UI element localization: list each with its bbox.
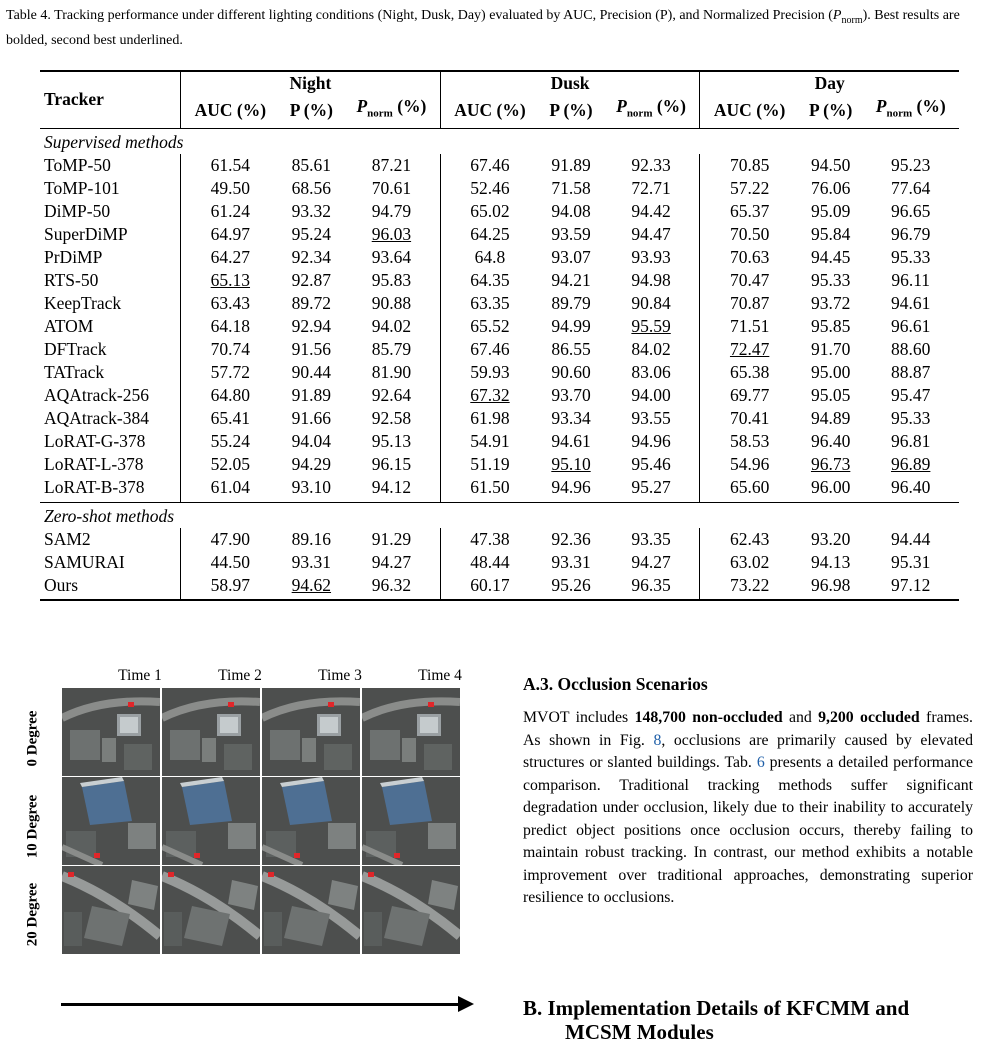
- metric-cell: 94.12: [343, 476, 440, 503]
- metric-cell: 95.33: [891, 407, 931, 428]
- auc-header-1: AUC (%): [440, 95, 539, 128]
- metric-cell: 63.35: [470, 292, 510, 313]
- section-a3-heading: A.3. Occlusion Scenarios: [523, 674, 708, 694]
- metric-cell: 57.22: [729, 177, 770, 198]
- table-row: [40, 551, 959, 574]
- metric-cell: 96.98: [799, 574, 863, 600]
- metric-cell: 89.16: [291, 528, 332, 549]
- metric-cell: 91.66: [291, 407, 332, 428]
- pnorm-header-1: $P_{norm}$ (%): [603, 95, 700, 128]
- metric-cell: 61.54: [210, 154, 251, 175]
- metric-cell: 64.25: [470, 223, 510, 244]
- metric-cell: 95.09: [810, 200, 851, 221]
- table-caption: Table 4. Tracking performance under different lighting conditions (Night, Dusk, Day) evaluated by AUC, Precision (P), and Normalized Precision $(P_{norm})$. Best results are bolded, second best underlined.: [6, 8, 960, 48]
- group-night: Night: [181, 71, 441, 95]
- metric-cell: 96.15: [343, 453, 440, 476]
- time-arrow-head: [458, 996, 474, 1012]
- metric-cell: 70.85: [729, 154, 770, 175]
- p-header-2: P (%): [799, 95, 863, 128]
- section-row: [40, 502, 959, 528]
- tracker-name: LoRAT-L-378: [40, 453, 181, 476]
- metric-cell: 94.27: [343, 551, 440, 574]
- metric-cell: 94.99: [551, 315, 591, 336]
- metric-cell: 92.87: [291, 269, 332, 290]
- tracker-name: SAMURAI: [40, 551, 181, 574]
- tracker-name: ToMP-50: [40, 154, 181, 177]
- metric-cell: 94.98: [603, 269, 700, 292]
- metric-cell: 93.64: [343, 246, 440, 269]
- metric-cell: 68.56: [291, 177, 332, 198]
- section-a3-body: MVOT includes 148,700 non-occluded and 9,200 occluded frames. As shown in Fig. 8, occlusions are primarily caused by elevated structures or slanted buildings. Tab. 6 presents a detailed performance comparison. Traditional tracking methods suffer significant degradation under occlusion, likely due to their inability to accurately predict object positions once occlusion occurs, thereby failing to maintain robust tracking. In contrast, our method exhibits a notable improvement over traditional approaches, demonstrating superior resilience to occlusions.: [523, 709, 973, 906]
- metric-cell: 95.33: [891, 246, 931, 267]
- aerial-frame-tile: [262, 688, 360, 776]
- metric-cell: 67.46: [470, 338, 510, 359]
- metric-cell: 71.51: [729, 315, 770, 336]
- metric-cell: 65.38: [729, 361, 770, 382]
- metric-cell: 94.00: [603, 384, 700, 407]
- metric-cell: 58.97: [181, 574, 280, 600]
- tracker-name: AQAtrack-256: [40, 384, 181, 407]
- metric-cell: 96.89: [891, 453, 931, 474]
- table-row: [40, 177, 959, 200]
- metric-cell: 93.70: [551, 384, 591, 405]
- metric-cell: 93.34: [551, 407, 591, 428]
- tracker-name: LoRAT-B-378: [40, 476, 181, 503]
- metric-cell: 96.61: [891, 315, 931, 336]
- metric-cell: 67.32: [470, 384, 510, 405]
- metric-cell: 52.46: [470, 177, 510, 198]
- metric-cell: 65.60: [700, 476, 799, 503]
- metric-cell: 67.46: [470, 154, 510, 175]
- metric-cell: 94.50: [810, 154, 851, 175]
- metric-cell: 51.19: [470, 453, 510, 474]
- metric-cell: 47.38: [470, 528, 510, 549]
- metric-cell: 94.61: [551, 430, 591, 451]
- metric-cell: 65.37: [729, 200, 770, 221]
- degree-label-20: 20 Degree: [24, 882, 41, 947]
- metric-cell: 61.50: [440, 476, 539, 503]
- metric-cell: 96.81: [891, 430, 931, 451]
- metric-cell: 92.36: [551, 528, 591, 549]
- metric-cell: 70.50: [729, 223, 770, 244]
- aerial-frame-tile: [262, 866, 360, 954]
- metric-cell: 94.62: [280, 574, 344, 600]
- metric-cell: 60.17: [440, 574, 539, 600]
- metric-cell: 95.33: [810, 269, 851, 290]
- metric-cell: 94.02: [343, 315, 440, 338]
- metric-cell: 90.60: [551, 361, 591, 382]
- metric-cell: 90.88: [343, 292, 440, 315]
- auc-header-2: AUC (%): [700, 95, 799, 128]
- metric-cell: 92.33: [603, 154, 700, 177]
- table-row: [40, 154, 959, 177]
- metric-cell: 95.24: [291, 223, 332, 244]
- tracker-name: SAM2: [40, 528, 181, 551]
- metric-cell: 94.96: [539, 476, 603, 503]
- metric-cell: 64.97: [210, 223, 251, 244]
- metric-cell: 91.89: [551, 154, 591, 175]
- metric-cell: 88.87: [891, 361, 931, 382]
- metric-cell: 95.31: [891, 551, 931, 572]
- metric-cell: 86.55: [551, 338, 591, 359]
- metric-cell: 92.34: [291, 246, 332, 267]
- metric-cell: 63.02: [729, 551, 770, 572]
- metric-cell: 70.61: [343, 177, 440, 200]
- metric-cell: 94.21: [551, 269, 591, 290]
- metric-cell: 72.47: [729, 338, 770, 359]
- metric-cell: 63.43: [210, 292, 251, 313]
- table-row: [40, 315, 959, 338]
- table-row: [40, 361, 959, 384]
- metric-cell: 96.40: [862, 476, 959, 503]
- metric-cell: 54.96: [729, 453, 770, 474]
- metric-cell: 76.06: [810, 177, 851, 198]
- metric-cell: 47.90: [210, 528, 251, 549]
- table-row: [40, 200, 959, 223]
- table-row: [40, 246, 959, 269]
- metric-cell: 94.08: [551, 200, 591, 221]
- metric-cell: 94.47: [603, 223, 700, 246]
- table-row: [40, 338, 959, 361]
- tracker-name: ToMP-101: [40, 177, 181, 200]
- metric-cell: 91.70: [810, 338, 851, 359]
- metric-cell: 96.79: [891, 223, 931, 244]
- metric-cell: 93.35: [603, 528, 700, 551]
- metric-cell: 70.41: [729, 407, 770, 428]
- section-title: Zero-shot methods: [40, 502, 959, 528]
- metric-cell: 64.18: [210, 315, 251, 336]
- metric-cell: 55.24: [210, 430, 251, 451]
- metric-cell: 90.84: [603, 292, 700, 315]
- metric-cell: 97.12: [862, 574, 959, 600]
- metric-cell: 95.83: [343, 269, 440, 292]
- metric-cell: 64.8: [474, 246, 506, 267]
- auc-header-0: AUC (%): [181, 95, 280, 128]
- table-ref-link[interactable]: 6: [756, 754, 765, 771]
- metric-cell: 95.23: [891, 154, 931, 175]
- metric-cell: 94.29: [291, 453, 332, 474]
- metric-cell: 96.65: [891, 200, 931, 221]
- tracker-name: SuperDiMP: [40, 223, 181, 246]
- tracker-name: KeepTrack: [40, 292, 181, 315]
- metric-cell: 71.58: [551, 177, 591, 198]
- degree-label-10: 10 Degree: [24, 794, 41, 859]
- metric-cell: 70.47: [729, 269, 770, 290]
- metric-cell: 95.26: [539, 574, 603, 600]
- aerial-frame-tile: [62, 777, 160, 865]
- metric-cell: 93.59: [551, 223, 591, 244]
- section-title: Supervised methods: [40, 128, 959, 154]
- metric-cell: 92.94: [291, 315, 332, 336]
- metric-cell: 95.47: [891, 384, 931, 405]
- metric-cell: 77.64: [891, 177, 931, 198]
- metric-cell: 70.87: [729, 292, 770, 313]
- aerial-frame-tile: [362, 777, 460, 865]
- degree-label-0: 0 Degree: [24, 710, 41, 767]
- metric-cell: 70.63: [729, 246, 770, 267]
- metric-cell: 96.35: [603, 574, 700, 600]
- tracker-name: TATrack: [40, 361, 181, 384]
- time-label-4: Time 4: [418, 667, 462, 684]
- p-header-1: P (%): [539, 95, 603, 128]
- metric-cell: 85.79: [343, 338, 440, 361]
- metric-cell: 95.27: [603, 476, 700, 503]
- metric-cell: 94.79: [343, 200, 440, 223]
- p-header-0: P (%): [280, 95, 344, 128]
- metric-cell: 94.13: [810, 551, 851, 572]
- metric-cell: 84.02: [603, 338, 700, 361]
- metric-cell: 94.61: [891, 292, 931, 313]
- table-row: [40, 453, 959, 476]
- metric-cell: 89.72: [291, 292, 332, 313]
- metric-cell: 90.44: [291, 361, 332, 382]
- tracker-header: Tracker: [40, 71, 181, 128]
- metric-cell: 93.31: [551, 551, 591, 572]
- metric-cell: 49.50: [210, 177, 251, 198]
- table-row: [40, 528, 959, 551]
- metric-cell: 81.90: [343, 361, 440, 384]
- metric-cell: 48.44: [470, 551, 510, 572]
- metric-cell: 59.93: [470, 361, 510, 382]
- metric-cell: 94.42: [603, 200, 700, 223]
- metric-cell: 70.74: [210, 338, 251, 359]
- metric-cell: 65.52: [470, 315, 510, 336]
- metric-cell: 85.61: [291, 154, 332, 175]
- tracker-name: DiMP-50: [40, 200, 181, 223]
- metric-cell: 64.35: [470, 269, 510, 290]
- time-label-3: Time 3: [318, 667, 362, 684]
- aerial-frame-tile: [362, 688, 460, 776]
- metric-cell: 72.71: [603, 177, 700, 200]
- metric-cell: 95.46: [603, 453, 700, 476]
- metric-cell: 57.72: [210, 361, 251, 382]
- metric-cell: 95.59: [603, 315, 700, 338]
- metric-cell: 95.05: [810, 384, 851, 405]
- aerial-frame-tile: [262, 777, 360, 865]
- metric-cell: 93.72: [810, 292, 851, 313]
- metric-cell: 93.55: [603, 407, 700, 430]
- metric-cell: 88.60: [891, 338, 931, 359]
- table-row: [40, 292, 959, 315]
- table-row: [40, 574, 959, 600]
- metric-cell: 52.05: [210, 453, 251, 474]
- metric-cell: 54.91: [470, 430, 510, 451]
- group-dusk: Dusk: [440, 71, 700, 95]
- metric-cell: 94.45: [810, 246, 851, 267]
- metric-cell: 91.56: [291, 338, 332, 359]
- metric-cell: 64.27: [210, 246, 251, 267]
- metric-cell: 95.85: [810, 315, 851, 336]
- metric-cell: 58.53: [729, 430, 770, 451]
- results-table: [40, 70, 959, 601]
- metric-cell: 61.04: [181, 476, 280, 503]
- metric-cell: 94.89: [810, 407, 851, 428]
- tracker-name: RTS-50: [40, 269, 181, 292]
- pnorm-header-2: $P_{norm}$ (%): [862, 95, 959, 128]
- table-row: [40, 407, 959, 430]
- metric-cell: 94.44: [891, 528, 931, 549]
- metric-cell: 92.64: [343, 384, 440, 407]
- metric-cell: 96.11: [891, 269, 931, 290]
- aerial-frame-tile: [162, 777, 260, 865]
- aerial-frame-tile: [162, 866, 260, 954]
- tracker-name: DFTrack: [40, 338, 181, 361]
- section-b-heading: B. Implementation Details of KFCMM and MCSM Modules: [523, 996, 910, 1044]
- group-day: Day: [700, 71, 959, 95]
- metric-cell: 89.79: [551, 292, 591, 313]
- figure-ref-link[interactable]: 8: [653, 731, 662, 749]
- metric-cell: 96.73: [810, 453, 851, 474]
- table-row: [40, 269, 959, 292]
- section-row: [40, 128, 959, 154]
- metric-cell: 92.58: [343, 407, 440, 430]
- table-row: [40, 223, 959, 246]
- metric-cell: 87.21: [343, 154, 440, 177]
- tracker-name: LoRAT-G-378: [40, 430, 181, 453]
- metric-cell: 93.93: [603, 246, 700, 269]
- tracker-name: ATOM: [40, 315, 181, 338]
- metric-cell: 93.32: [291, 200, 332, 221]
- metric-cell: 91.29: [343, 528, 440, 551]
- metric-cell: 93.31: [291, 551, 332, 572]
- metric-cell: 91.89: [291, 384, 332, 405]
- metric-cell: 44.50: [210, 551, 251, 572]
- metric-cell: 96.32: [343, 574, 440, 600]
- time-arrow-line: [61, 1003, 461, 1006]
- metric-cell: 95.00: [810, 361, 851, 382]
- tracker-name: Ours: [40, 574, 181, 600]
- metric-cell: 61.98: [470, 407, 510, 428]
- metric-cell: 64.80: [210, 384, 251, 405]
- metric-cell: 61.24: [210, 200, 251, 221]
- metric-cell: 93.07: [551, 246, 591, 267]
- aerial-frame-tile: [162, 688, 260, 776]
- metric-cell: 93.10: [280, 476, 344, 503]
- metric-cell: 65.13: [210, 269, 251, 290]
- metric-cell: 94.96: [603, 430, 700, 453]
- aerial-frame-tile: [362, 866, 460, 954]
- table-row: [40, 384, 959, 407]
- table-row: [40, 476, 959, 503]
- time-label-1: Time 1: [118, 667, 162, 684]
- tracker-name: PrDiMP: [40, 246, 181, 269]
- metric-cell: 73.22: [700, 574, 799, 600]
- aerial-frame-tile: [62, 688, 160, 776]
- metric-cell: 94.27: [603, 551, 700, 574]
- table-row: [40, 430, 959, 453]
- metric-cell: 96.03: [343, 223, 440, 246]
- metric-cell: 69.77: [729, 384, 770, 405]
- metric-cell: 96.40: [810, 430, 851, 451]
- metric-cell: 95.10: [551, 453, 591, 474]
- pnorm-header-0: $P_{norm}$ (%): [343, 95, 440, 128]
- metric-cell: 94.04: [291, 430, 332, 451]
- tracker-name: AQAtrack-384: [40, 407, 181, 430]
- metric-cell: 83.06: [603, 361, 700, 384]
- metric-cell: 95.13: [343, 430, 440, 453]
- aerial-frame-tile: [62, 866, 160, 954]
- metric-cell: 96.00: [799, 476, 863, 503]
- metric-cell: 65.41: [210, 407, 251, 428]
- metric-cell: 62.43: [729, 528, 770, 549]
- time-label-2: Time 2: [218, 667, 262, 684]
- metric-cell: 65.02: [470, 200, 510, 221]
- metric-cell: 95.84: [810, 223, 851, 244]
- metric-cell: 93.20: [810, 528, 851, 549]
